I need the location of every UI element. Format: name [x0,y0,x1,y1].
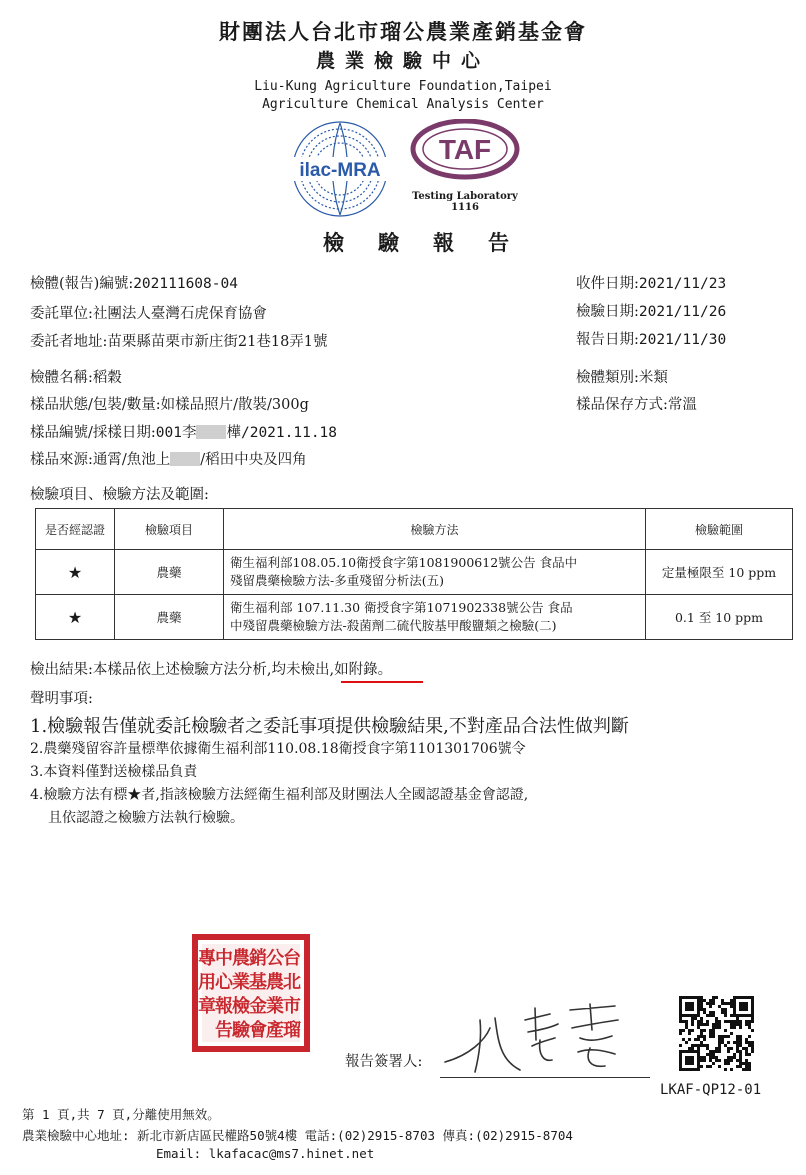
client-field [30,302,267,323]
sample-number-label: 樣品編號/採樣日期: [30,425,156,441]
redaction-mask [170,452,200,466]
ilac-mra-logo [290,119,390,219]
seal-char: 業 [266,996,284,1017]
method-line: 衛生福利部 107.11.30 衛授食字第1071902338號公告 食品 [230,600,573,615]
source-value-b: /稻田中央及四角 [200,452,307,468]
qr-code [674,996,760,1072]
address-label: 委託者地址: [30,334,108,350]
category-label: 檢體類別: [576,370,639,386]
declaration-title: 聲明事項: [30,691,93,707]
ilac-text: ilac-MRA [299,160,381,181]
report-number-value: 202111608-04 [133,276,238,292]
declaration-item: 1.檢驗報告僅就委託檢驗者之委託事項提供檢驗結果,不對產品合法性做判斷 [30,716,629,737]
signature-line [440,1077,650,1078]
category-field [576,366,668,387]
sample-name-field [30,366,122,387]
seal-char: 基 [249,972,267,993]
test-item: 農藥 [115,550,224,595]
handwritten-signature [440,1000,640,1080]
seal-char: 產 [266,1020,284,1041]
table-row [36,550,793,595]
seal-char: 台 [283,948,301,969]
seal-char: 農 [266,972,284,993]
seal-char: 北 [283,972,301,993]
storage-label: 樣品保存方式: [576,397,668,413]
method-line: 衛生福利部108.05.10衛授食字第1081900612號公告 食品中 [230,555,578,570]
seal-char: 公 [266,948,284,969]
taf-caption: Testing Laboratory [412,191,518,202]
result-underline [341,681,423,683]
organization-name-english: Liu-Kung Agriculture Foundation,Taipei [254,79,552,94]
report-number-label: 檢體(報告)編號: [30,276,134,292]
center-name: 農業檢驗中心 [315,50,490,72]
sample-number-value-a: 001李 [155,425,197,441]
report-date-field [576,328,726,349]
seal-char: 報 [215,996,233,1017]
seal-char: 農 [232,948,250,969]
sample-number-field [30,421,337,442]
seal-char: 專 [198,948,216,969]
seal-char: 銷 [249,948,267,969]
sample-state-field [30,393,309,414]
received-date-field [576,272,726,293]
taf-number: 1116 [451,202,479,213]
result-highlight: 均未檢出 [271,662,330,678]
seal-char: 會 [249,1020,267,1041]
test-range: 定量極限至 10 ppm [646,550,793,595]
seal-char: 章 [198,996,216,1017]
report-date-value: 2021/11/30 [638,332,727,348]
table-header-row [36,509,793,550]
test-range: 0.1 至 10 ppm [646,595,793,640]
seal-char: 告 [215,1020,233,1041]
test-item: 農藥 [115,595,224,640]
organization-name: 財團法人台北市瑠公農業產銷基金會 [219,19,587,44]
client-value: 社團法人臺灣石虎保育協會 [92,306,267,322]
sample-state-label: 樣品狀態/包裝/數量: [30,397,161,413]
header-certified: 是否經認證 [36,509,115,550]
form-code: LKAF-QP12-01 [660,1082,762,1098]
result-line [30,658,392,679]
seal-char: 用 [198,972,216,993]
certified-star: ★ [36,550,115,595]
seal-char: 驗 [232,1020,250,1041]
declaration-item: 且依認證之檢驗方法執行檢驗。 [48,810,244,826]
tests-section-title: 檢驗項目、檢驗方法及範圍: [30,487,209,503]
tested-date-label: 檢驗日期: [576,304,639,320]
taf-logo [410,119,520,219]
result-text: 本樣品依上述檢驗方法分析, [92,662,272,678]
seal-char: 金 [249,996,267,1017]
result-label: 檢出結果: [30,662,93,678]
storage-value: 常溫 [667,397,697,413]
footer-address: 農業檢驗中心地址: 新北市新店區民權路50號4樓 電話:(02)2915-8703 傳真:(02)2915-8704 [22,1128,573,1143]
received-date-value: 2021/11/23 [638,276,727,292]
method-line: 殘留農藥檢驗方法-多重殘留分析法(五) [230,573,444,588]
received-date-label: 收件日期: [576,276,639,292]
signatory-label: 報告簽署人: [345,1054,423,1070]
address-value: 苗栗縣苗栗市新庄街21巷18弄1號 [107,334,328,350]
address-field [30,330,328,351]
redaction-mask [196,425,226,439]
tested-date-field [576,300,726,321]
report-date-label: 報告日期: [576,332,639,348]
seal-char: 檢 [232,996,250,1017]
seal-char: 市 [283,996,301,1017]
table-row [36,595,793,640]
seal-char: 中 [215,948,233,969]
test-method [224,550,646,595]
result-text-end: ,如附錄。 [329,662,393,678]
taf-text: TAF [438,134,492,165]
sample-name-value: 稻穀 [92,370,122,386]
footer-email: Email: lkafacac@ms7.hinet.net [156,1146,375,1161]
page-info: 第 1 頁,共 7 頁,分離使用無效。 [22,1107,220,1122]
test-method [224,595,646,640]
report-number-field [30,272,238,293]
header-item: 檢驗項目 [115,509,224,550]
declaration-item: 4.檢驗方法有標★者,指該檢驗方法經衛生福利部及財團法人全國認證基金會認證, [30,787,529,803]
source-value-a: 通霄/魚池上 [92,452,171,468]
official-seal [192,934,310,1052]
category-value: 米類 [638,370,668,386]
declaration-item: 2.農藥殘留容許量標準依據衛生福利部110.08.18衛授食字第1101301706號令 [30,741,526,757]
report-title: 檢驗報告 [323,230,543,255]
seal-char: 瑠 [283,1020,301,1041]
seal-char: 心 [215,972,233,993]
header-method: 檢驗方法 [224,509,646,550]
center-name-english: Agriculture Chemical Analysis Center [262,97,544,112]
source-label: 樣品來源: [30,452,93,468]
sample-name-label: 檢體名稱: [30,370,93,386]
tests-table [35,508,793,640]
method-line: 中殘留農藥檢驗方法-殺菌劑二硫代胺基甲酸鹽類之檢驗(二) [230,618,557,633]
sample-number-value-b: 樺/2021.11.18 [226,425,338,441]
certified-star: ★ [36,595,115,640]
sample-state-value: 如樣品照片/散裝/300g [160,397,309,413]
storage-field [576,393,697,414]
tested-date-value: 2021/11/26 [638,304,727,320]
source-field [30,448,307,469]
declaration-item: 3.本資料僅對送檢樣品負責 [30,764,198,780]
client-label: 委託單位: [30,306,93,322]
seal-char: 業 [232,972,250,993]
header-range: 檢驗範圍 [646,509,793,550]
